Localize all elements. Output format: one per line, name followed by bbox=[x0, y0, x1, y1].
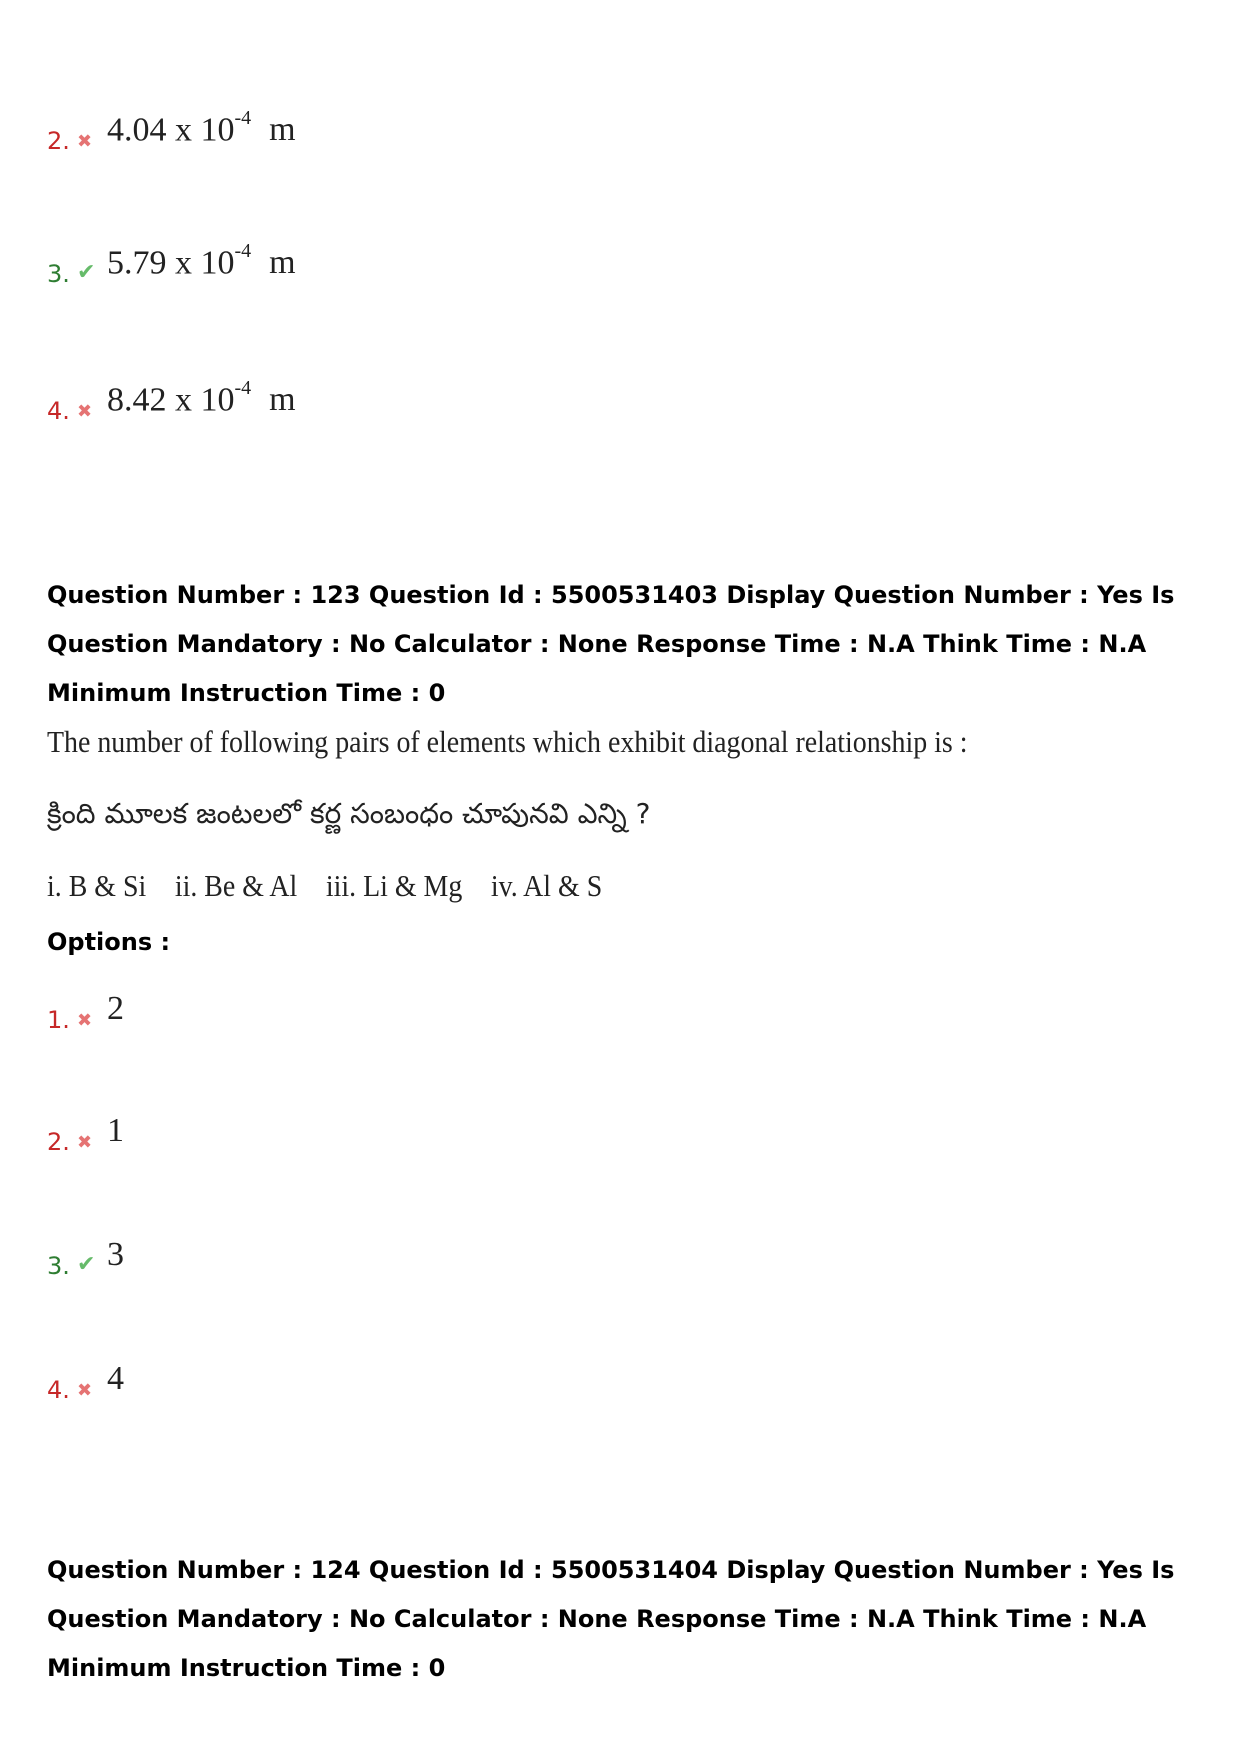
option-value: 5.79 x $10^{-4}$ m bbox=[107, 240, 296, 282]
option-value: 4.04 x $10^{-4}$ m bbox=[107, 107, 296, 149]
option-2 bbox=[47, 1114, 124, 1154]
option-value: 2 bbox=[107, 990, 124, 1027]
option-value: 8.42 x $10^{-4}$ m bbox=[107, 377, 296, 419]
option-value: 4 bbox=[107, 1360, 124, 1397]
option-number: 1. bbox=[47, 1006, 70, 1034]
element-pairs bbox=[47, 868, 624, 904]
option-4 bbox=[47, 377, 296, 426]
wrong-mark-icon: ✖ bbox=[77, 1010, 93, 1031]
pair-item: ii. Be & Al bbox=[174, 868, 298, 903]
question-meta: Question Number : 124 Question Id : 5500531404 Display Question Number : Yes Is Question Mandatory : No Calculator : None Response Time : N.A Think Time : N.A Minimum Instruction Time : 0 bbox=[47, 1556, 1175, 1682]
option-number: 4. bbox=[47, 1376, 70, 1404]
pair-item: iii. Li & Mg bbox=[325, 868, 463, 903]
pair-item: iv. Al & S bbox=[490, 868, 603, 903]
question-text-telugu: క్రింది మూలక జంటలలో కర్ణ సంబంధం చూపునవి ఎన్ని ? bbox=[47, 797, 651, 830]
wrong-mark-icon: ✖ bbox=[77, 401, 93, 423]
option-number: 3. bbox=[47, 260, 70, 289]
option-1 bbox=[47, 992, 124, 1032]
correct-mark-icon: ✔ bbox=[77, 1252, 96, 1277]
option-number: 2. bbox=[47, 127, 70, 156]
option-number: 3. bbox=[47, 1252, 70, 1280]
correct-mark-icon: ✔ bbox=[77, 260, 96, 286]
option-number: 4. bbox=[47, 397, 70, 426]
options-label: Options : bbox=[47, 928, 171, 956]
option-3 bbox=[47, 1238, 124, 1278]
wrong-mark-icon: ✖ bbox=[77, 1380, 93, 1401]
option-2 bbox=[47, 107, 296, 156]
question-meta: Question Number : 123 Question Id : 5500531403 Display Question Number : Yes Is Question Mandatory : No Calculator : None Response Time : N.A Think Time : N.A Minimum Instruction Time : 0 bbox=[47, 581, 1175, 707]
wrong-mark-icon: ✖ bbox=[77, 131, 93, 153]
wrong-mark-icon: ✖ bbox=[77, 1132, 93, 1153]
option-value: 1 bbox=[107, 1112, 124, 1149]
question-text-english: The number of following pairs of elements which exhibit diagonal relationship is : bbox=[47, 724, 968, 759]
option-4 bbox=[47, 1362, 124, 1402]
option-3 bbox=[47, 240, 296, 289]
option-value: 3 bbox=[107, 1236, 124, 1273]
pair-item: i. B & Si bbox=[47, 868, 147, 903]
option-number: 2. bbox=[47, 1128, 70, 1156]
